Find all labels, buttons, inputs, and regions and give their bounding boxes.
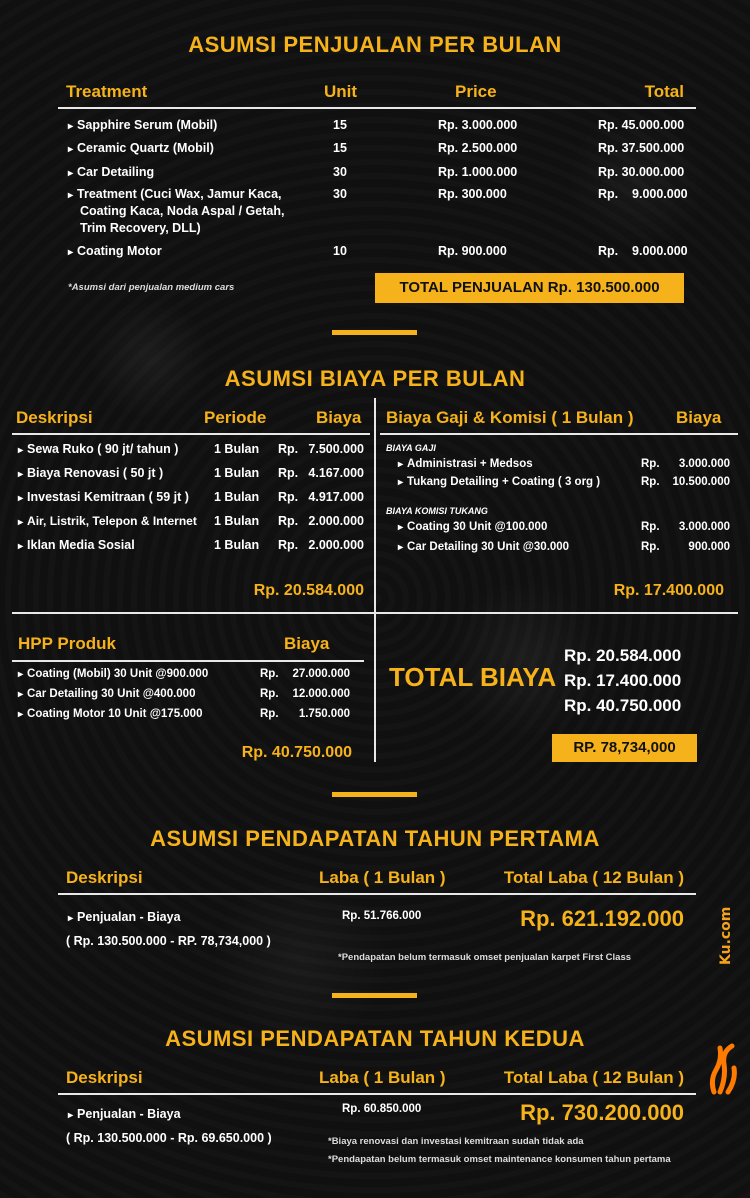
gaji-name: ▸ Tukang Detailing + Coating ( 3 org ) [398, 476, 600, 488]
total-sales-box: TOTAL PENJUALAN Rp. 130.500.000 [375, 273, 684, 303]
col-header-unit: Unit [324, 82, 358, 101]
treatment-price: Rp. 1.000.000 [438, 165, 518, 179]
komisi-rp: Rp. [641, 521, 660, 533]
total-laba: Rp. 730.200.000 [520, 1100, 684, 1125]
komisi-label: BIAYA KOMISI TUKANG [386, 506, 488, 516]
income-note-2: *Pendapatan belum termasuk omset maintenance konsumen tahun pertama [328, 1154, 671, 1165]
section-title-tahun-kedua: ASUMSI PENDAPATAN TAHUN KEDUA [165, 1026, 585, 1051]
cost-rp: Rp. [278, 442, 299, 456]
right-header-divider [380, 433, 738, 435]
col-header-price: Price [455, 82, 497, 101]
col-header-cost: Biaya [316, 408, 362, 427]
income-row-detail: ( Rp. 130.500.000 - Rp. 69.650.000 ) [66, 1131, 272, 1145]
watermark-logo-icon [708, 1040, 742, 1100]
treatment-price: Rp. 300.000 [438, 187, 507, 201]
hpp-rp: Rp. [260, 688, 279, 700]
treatment-price: Rp. 900.000 [438, 244, 507, 258]
total-biaya-line: Rp. 17.400.000 [564, 671, 682, 690]
income-row-name: ▸ Penjualan - Biaya [68, 1107, 181, 1121]
mid-divider [12, 612, 738, 614]
total-biaya-label: TOTAL BIAYA [389, 662, 557, 692]
treatment-price: Rp. 2.500.000 [438, 141, 518, 155]
section-title-tahun-pertama: ASUMSI PENDAPATAN TAHUN PERTAMA [150, 826, 600, 851]
cost-period: 1 Bulan [214, 442, 260, 456]
hpp-amount: 12.000.000 [292, 688, 350, 700]
section-divider [332, 330, 417, 335]
watermark-text [716, 907, 736, 967]
cost-period: 1 Bulan [214, 538, 260, 552]
header-divider [58, 893, 696, 895]
cost-period: 1 Bulan [214, 514, 260, 528]
income-row-detail: ( Rp. 130.500.000 - RP. 78,734,000 ) [66, 934, 271, 948]
income-row-name: ▸ Penjualan - Biaya [68, 910, 181, 924]
treatment-name-line3: Trim Recovery, DLL) [80, 221, 201, 235]
col-header-desc: Deskripsi [66, 1068, 143, 1087]
header-divider [58, 107, 696, 109]
gaji-label: BIAYA GAJI [386, 443, 436, 453]
komisi-rp: Rp. [641, 541, 660, 553]
treatment-name: ▸ Ceramic Quartz (Mobil) [68, 141, 214, 155]
gaji-rp: Rp. [641, 458, 660, 470]
section-divider [332, 792, 417, 797]
hpp-divider [12, 660, 364, 662]
cost-amount: 7.500.000 [308, 442, 364, 456]
header-divider [58, 1093, 696, 1095]
hpp-amount: 27.000.000 [292, 668, 350, 680]
col-header-gaji: Biaya Gaji & Komisi ( 1 Bulan ) [386, 408, 634, 427]
cost-rp: Rp. [278, 466, 299, 480]
cost-name: ▸ Biaya Renovasi ( 50 jt ) [18, 466, 163, 480]
sales-note: *Asumsi dari penjualan medium cars [68, 282, 235, 293]
col-header-desc: Deskripsi [16, 408, 93, 427]
treatment-name: ▸ Coating Motor [68, 244, 162, 258]
treatment-total: Rp. 9.000.000 [598, 187, 688, 201]
col-header-cost-right: Biaya [676, 408, 722, 427]
right-cost-total: Rp. 17.400.000 [613, 582, 724, 599]
treatment-name-line1: ▸ Treatment (Cuci Wax, Jamur Kaca, [68, 187, 282, 201]
hpp-rp: Rp. [260, 668, 279, 680]
income-note-1: *Biaya renovasi dan investasi kemitraan sudah tidak ada [328, 1136, 584, 1147]
total-biaya-line: Rp. 20.584.000 [564, 646, 682, 665]
komisi-amount: 900.000 [688, 541, 730, 553]
cost-rp: Rp. [278, 538, 299, 552]
hpp-name: ▸ Car Detailing 30 Unit @400.000 [18, 688, 195, 700]
treatment-total: Rp. 45.000.000 [598, 118, 685, 132]
hpp-total: Rp. 40.750.000 [241, 744, 352, 761]
left-header-divider [12, 433, 370, 435]
treatment-name: ▸ Car Detailing [68, 165, 154, 179]
treatment-unit: 30 [333, 187, 347, 201]
total-biaya-line: Rp. 40.750.000 [564, 696, 682, 715]
cost-rp: Rp. [278, 490, 299, 504]
left-cost-total: Rp. 20.584.000 [253, 582, 364, 599]
treatment-unit: 15 [333, 118, 347, 132]
section-divider [332, 993, 417, 998]
gaji-rp: Rp. [641, 476, 660, 488]
cost-name: ▸ Sewa Ruko ( 90 jt/ tahun ) [18, 442, 178, 456]
treatment-total: Rp. 37.500.000 [598, 141, 685, 155]
cost-amount: 4.917.000 [308, 490, 364, 504]
komisi-name: ▸ Car Detailing 30 Unit @30.000 [398, 541, 569, 553]
col-header-total: Total [644, 82, 684, 101]
cost-name: ▸ Iklan Media Sosial [18, 538, 135, 552]
total-laba: Rp. 621.192.000 [520, 906, 684, 931]
cost-name: ▸ Investasi Kemitraan ( 59 jt ) [18, 490, 189, 504]
treatment-name: ▸ Sapphire Serum (Mobil) [68, 118, 217, 132]
col-header-hpp: HPP Produk [18, 634, 116, 653]
cost-name: ▸ Air, Listrik, Telepon & Internet [18, 514, 197, 528]
treatment-unit: 15 [333, 141, 347, 155]
cost-period: 1 Bulan [214, 466, 260, 480]
col-header-total-laba: Total Laba ( 12 Bulan ) [503, 868, 684, 887]
laba-per-bulan: Rp. 60.850.000 [342, 1103, 422, 1115]
treatment-price: Rp. 3.000.000 [438, 118, 518, 132]
cost-amount: 2.000.000 [308, 538, 364, 552]
col-header-laba: Laba ( 1 Bulan ) [319, 1068, 446, 1087]
treatment-total: Rp. 30.000.000 [598, 165, 685, 179]
treatment-unit: 10 [333, 244, 347, 258]
section-title-penjualan: ASUMSI PENJUALAN PER BULAN [188, 32, 562, 57]
col-header-treatment: Treatment [66, 82, 148, 101]
hpp-name: ▸ Coating Motor 10 Unit @175.000 [18, 708, 202, 720]
hpp-name: ▸ Coating (Mobil) 30 Unit @900.000 [18, 668, 208, 680]
hpp-amount: 1.750.000 [298, 708, 350, 720]
gaji-amount: 10.500.000 [672, 476, 730, 488]
watermark-label: Ku.com [718, 906, 734, 965]
treatment-total: Rp. 9.000.000 [598, 244, 688, 258]
section-title-biaya: ASUMSI BIAYA PER BULAN [224, 366, 526, 391]
cost-amount: 4.167.000 [308, 466, 364, 480]
income-note: *Pendapatan belum termasuk omset penjualan karpet First Class [338, 952, 632, 963]
col-header-laba: Laba ( 1 Bulan ) [319, 868, 446, 887]
laba-per-bulan: Rp. 51.766.000 [342, 910, 422, 922]
col-header-period: Periode [204, 408, 267, 427]
komisi-name: ▸ Coating 30 Unit @100.000 [398, 521, 547, 533]
col-header-desc: Deskripsi [66, 868, 143, 887]
gaji-amount: 3.000.000 [678, 458, 730, 470]
komisi-amount: 3.000.000 [678, 521, 730, 533]
col-header-total-laba: Total Laba ( 12 Bulan ) [503, 1068, 684, 1087]
col-header-hpp-cost: Biaya [284, 634, 330, 653]
vertical-divider [374, 398, 376, 762]
cost-amount: 2.000.000 [308, 514, 364, 528]
treatment-unit: 30 [333, 165, 347, 179]
cost-period: 1 Bulan [214, 490, 260, 504]
treatment-name-line2: Coating Kaca, Noda Aspal / Getah, [80, 204, 285, 218]
cost-rp: Rp. [278, 514, 299, 528]
hpp-rp: Rp. [260, 708, 279, 720]
total-biaya-box: RP. 78,734,000 [552, 734, 697, 762]
gaji-name: ▸ Administrasi + Medsos [398, 458, 533, 470]
